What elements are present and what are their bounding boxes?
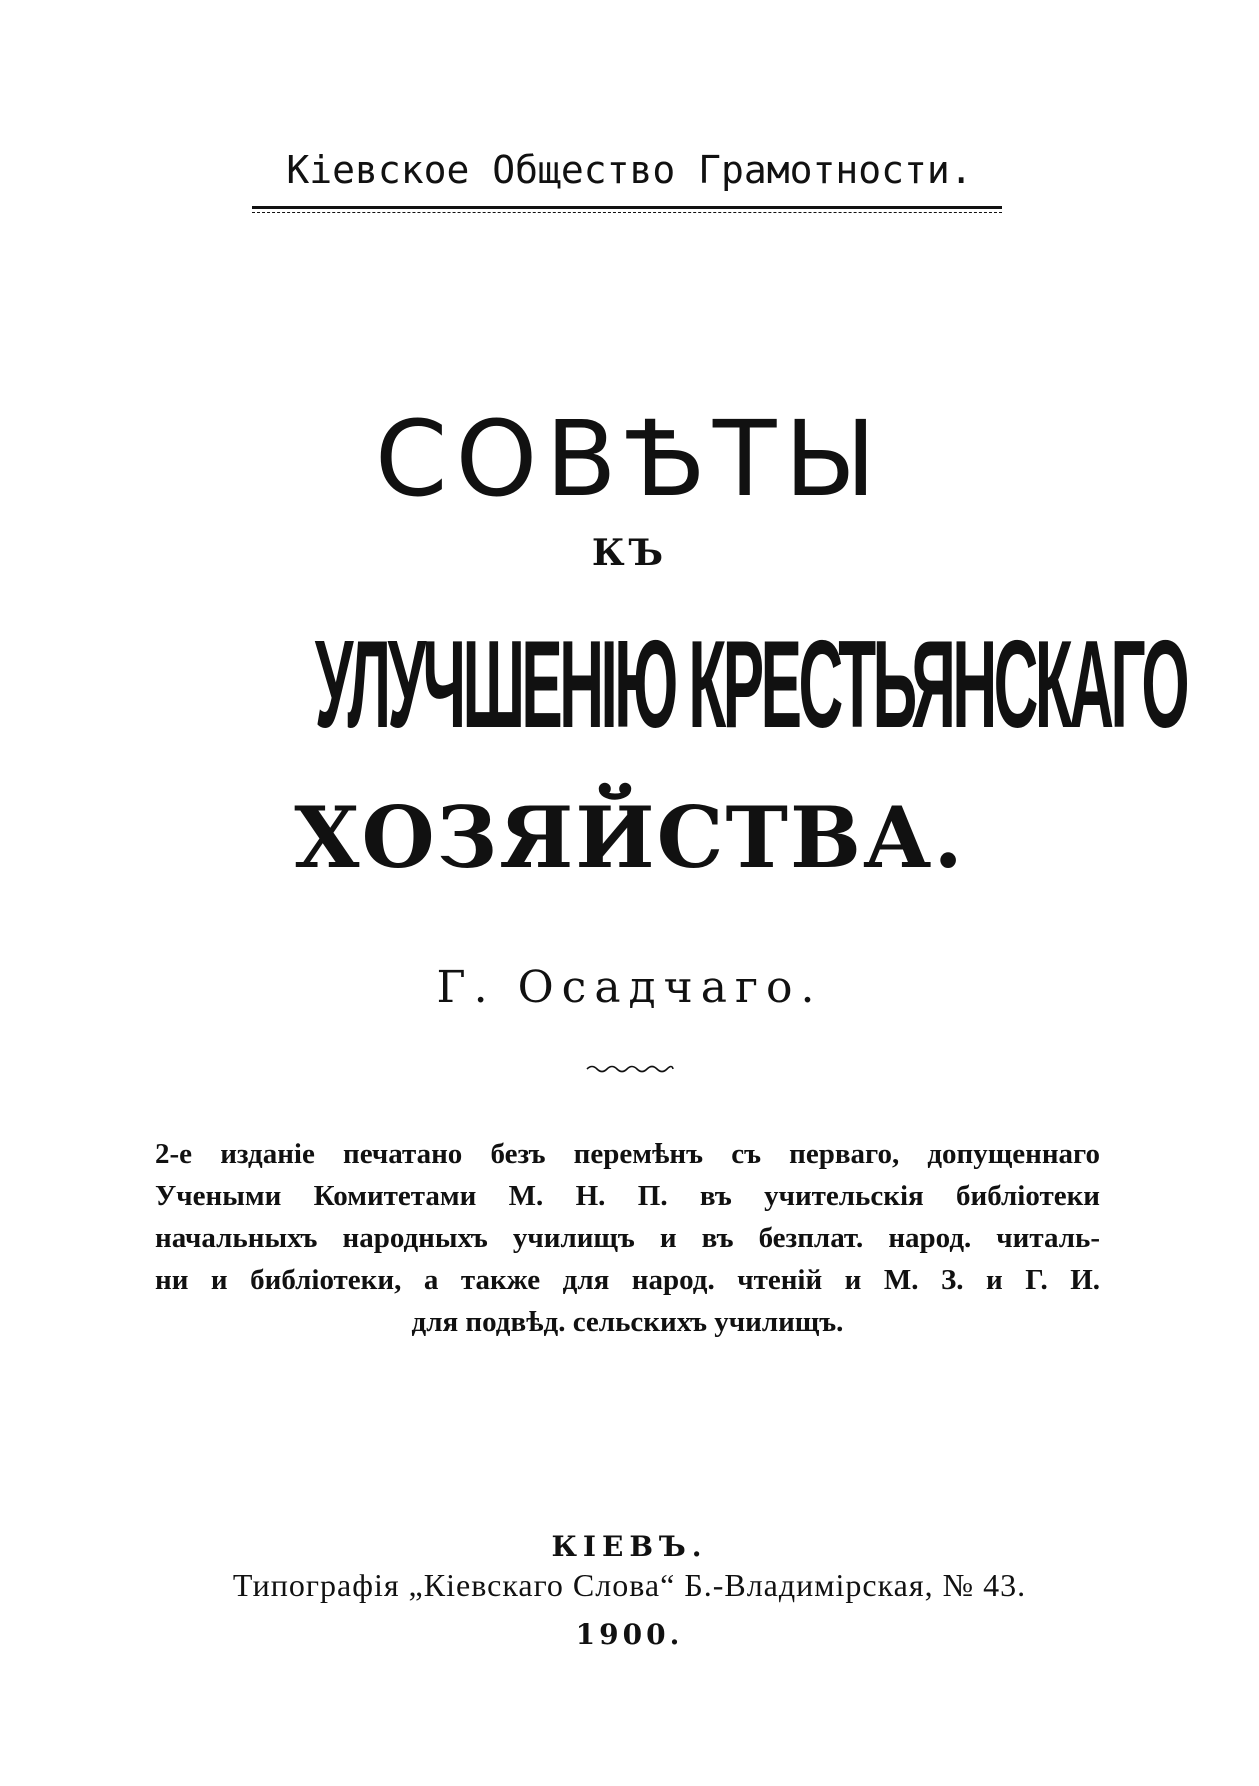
title-line-3: УЛУЧШЕНІЮ КРЕСТЬЯНСКАГО — [314, 616, 1187, 754]
imprint-year: 1900. — [575, 1618, 684, 1651]
edition-note-line: ни и библіотеки, а также для народ. чтеній и М. З. и Г. И. — [155, 1264, 1100, 1296]
society-header: Кіевское Общество Грамотности. — [286, 148, 973, 192]
header-rule — [252, 206, 1002, 209]
header-rule-thin — [252, 212, 1002, 213]
wave-ornament-icon — [585, 1062, 675, 1076]
author-name: Г. Осадчаго. — [436, 962, 823, 1013]
edition-note — [155, 1133, 1100, 1343]
title-line-1: СОВѢТЫ — [374, 398, 885, 520]
imprint-press: Типографія „Кіевскаго Слова“ Б.-Владимірская, № 43. — [232, 1567, 1027, 1603]
edition-note-line: 2-е изданіе печатано безъ перемѣнъ съ перваго, допущеннаго — [155, 1138, 1100, 1170]
edition-note-line: Учеными Комитетами М. Н. П. въ учительскія библіотеки — [155, 1180, 1100, 1212]
edition-note-line: для подвѣд. сельскихъ училищъ. — [411, 1306, 844, 1338]
edition-note-line: начальныхъ народныхъ училищъ и въ безплат. народ. читаль- — [155, 1222, 1100, 1254]
ornament-divider — [0, 1050, 1259, 1083]
title-line-4: ХОЗЯЙСТВА. — [294, 788, 965, 887]
title-line-2: КЪ — [591, 532, 668, 574]
imprint-city: КІЕВЪ. — [551, 1530, 708, 1563]
